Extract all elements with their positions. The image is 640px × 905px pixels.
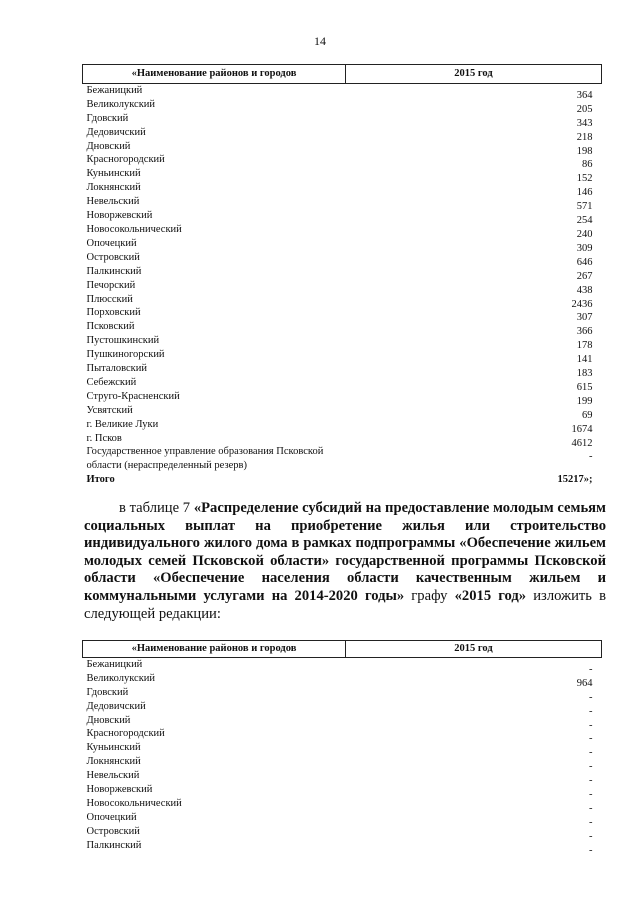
subsidy-value: 1674 bbox=[571, 423, 593, 435]
subsidy-value: 152 bbox=[576, 173, 593, 185]
district-name: Государственное управление образования Псковской области (нераспределенный резерв) bbox=[86, 446, 324, 472]
district-name: Великолукский bbox=[86, 672, 156, 684]
district-name: Порховский bbox=[86, 307, 141, 319]
district-name: Псковский bbox=[86, 321, 135, 333]
table-row bbox=[83, 320, 602, 334]
district-name: Новосокольнический bbox=[86, 797, 182, 809]
table-row bbox=[83, 418, 602, 432]
subsidy-value: - bbox=[589, 789, 593, 801]
district-name: Усвятский bbox=[86, 404, 133, 416]
cell-value-wrap bbox=[346, 657, 602, 675]
subsidy-value: 364 bbox=[576, 89, 593, 101]
subsidy-value: 571 bbox=[576, 201, 593, 213]
cell-value-wrap bbox=[346, 390, 602, 407]
total-label: Итого bbox=[86, 474, 115, 486]
subsidy-value: 4612 bbox=[571, 437, 593, 449]
cell-value-wrap bbox=[346, 839, 602, 856]
table-row bbox=[83, 390, 602, 404]
district-name: Гдовский bbox=[86, 112, 129, 124]
table-row bbox=[83, 700, 602, 714]
table-header-row bbox=[83, 641, 602, 658]
district-name: Дновский bbox=[86, 714, 131, 726]
table-row bbox=[83, 140, 602, 154]
district-name: Пустошкинский bbox=[86, 335, 160, 347]
table-row bbox=[83, 783, 602, 797]
column-header-year: 2015 год bbox=[346, 65, 602, 84]
table-row bbox=[83, 348, 602, 362]
cell-value-wrap bbox=[346, 741, 602, 759]
district-name: Пыталовский bbox=[86, 363, 147, 375]
table-row bbox=[83, 265, 602, 279]
paragraph-lead: в таблице 7 bbox=[119, 500, 194, 516]
cell-value-wrap bbox=[346, 306, 602, 324]
cell-value-wrap bbox=[346, 195, 602, 213]
table-row bbox=[83, 362, 602, 376]
table-row bbox=[83, 755, 602, 769]
table-row bbox=[83, 195, 602, 209]
cell-value-wrap bbox=[346, 755, 602, 773]
subsidy-value: 646 bbox=[576, 256, 593, 268]
cell-value-wrap bbox=[346, 797, 602, 814]
district-name: Невельский bbox=[86, 770, 140, 782]
table-row bbox=[83, 727, 602, 741]
subsidy-table-1 bbox=[82, 64, 602, 487]
table-row bbox=[83, 825, 602, 839]
table-row bbox=[83, 153, 602, 167]
subsidy-value: 199 bbox=[576, 395, 593, 407]
subsidy-value: 141 bbox=[576, 354, 593, 366]
subsidy-value: - bbox=[589, 802, 593, 814]
district-name: Палкинский bbox=[86, 839, 142, 851]
table-row bbox=[83, 83, 602, 97]
subsidy-value: - bbox=[589, 830, 593, 842]
cell-value-wrap bbox=[346, 181, 602, 199]
cell-value-wrap bbox=[346, 418, 602, 435]
cell-value-wrap bbox=[346, 445, 602, 473]
district-name: Красногородский bbox=[86, 154, 165, 166]
table-body bbox=[83, 657, 602, 856]
table-row bbox=[83, 672, 602, 686]
table-row bbox=[83, 98, 602, 112]
cell-value-wrap bbox=[346, 348, 602, 366]
district-name: Куньинский bbox=[86, 168, 141, 180]
subsidy-value: 267 bbox=[576, 270, 593, 282]
subsidy-value: 205 bbox=[576, 103, 593, 115]
subsidy-value: 964 bbox=[576, 677, 593, 689]
table-row bbox=[83, 112, 602, 126]
subsidy-value: 254 bbox=[576, 215, 593, 227]
table-row bbox=[83, 376, 602, 390]
column-header-year: 2015 год bbox=[346, 641, 602, 658]
cell-value-wrap bbox=[346, 167, 602, 185]
cell-value-wrap bbox=[346, 126, 602, 143]
cell-value-wrap bbox=[346, 237, 602, 254]
table-row bbox=[83, 839, 602, 853]
district-name: Локнянский bbox=[86, 756, 141, 768]
table-row bbox=[83, 334, 602, 348]
district-name: Островский bbox=[86, 251, 140, 263]
table-row bbox=[83, 306, 602, 320]
table-row bbox=[83, 126, 602, 140]
subsidy-value: 198 bbox=[576, 145, 593, 157]
subsidy-value: 178 bbox=[576, 340, 593, 352]
district-name: Куньинский bbox=[86, 742, 141, 754]
subsidy-value: - bbox=[589, 775, 593, 787]
subsidy-value: - bbox=[589, 451, 593, 463]
subsidy-value: - bbox=[589, 733, 593, 745]
subsidy-value: - bbox=[589, 705, 593, 717]
district-name: Себежский bbox=[86, 376, 137, 388]
subsidy-value: 218 bbox=[576, 131, 593, 143]
district-name: Палкинский bbox=[86, 265, 142, 277]
subsidy-value: 2436 bbox=[571, 298, 593, 310]
cell-value-wrap bbox=[346, 783, 602, 801]
table-row bbox=[83, 432, 602, 446]
district-name: Бежаницкий bbox=[86, 84, 143, 96]
district-name: Струго-Красненский bbox=[86, 390, 180, 402]
cell-value-wrap bbox=[346, 672, 602, 689]
table-body bbox=[83, 83, 602, 487]
paragraph-bold-title: «Распределение субсидий на предоставление молодым семьям социальных выплат на приобретение жилья или строительство индивидуального жилого дома в рамках подпрограммы «Обеспечение жильем молодых семей Псковской области» государственной программы Псковской области «Обеспечение населения области качественным жильем и коммунальными услугами на 2014-2020 годы» bbox=[84, 500, 606, 604]
district-name: Плюсский bbox=[86, 293, 133, 305]
district-name: Дедовичский bbox=[86, 126, 146, 138]
cell-value-wrap bbox=[346, 153, 602, 171]
district-name: Островский bbox=[86, 825, 140, 837]
cell-value-wrap bbox=[346, 320, 602, 338]
district-name: г. Великие Луки bbox=[86, 418, 159, 430]
cell-value-wrap bbox=[346, 140, 602, 157]
table-header-row bbox=[83, 65, 602, 84]
total-value: 15217»; bbox=[557, 474, 593, 486]
district-name: Дновский bbox=[86, 140, 131, 152]
cell-value-wrap bbox=[346, 686, 602, 703]
table-row bbox=[83, 797, 602, 811]
cell-value-wrap bbox=[346, 251, 602, 268]
subsidy-value: 307 bbox=[576, 312, 593, 324]
table-row bbox=[83, 769, 602, 783]
paragraph-bold-column: «2015 год» bbox=[454, 587, 527, 604]
table-row bbox=[83, 279, 602, 293]
cell-value-wrap bbox=[346, 714, 602, 731]
subsidy-value: 240 bbox=[576, 228, 593, 240]
subsidy-table-2 bbox=[82, 640, 602, 856]
district-name: Локнянский bbox=[86, 182, 141, 194]
subsidy-value: - bbox=[589, 663, 593, 675]
cell-value-wrap bbox=[346, 293, 602, 310]
subsidy-value: 438 bbox=[576, 284, 593, 296]
cell-value-wrap bbox=[346, 825, 602, 842]
subsidy-value: - bbox=[589, 761, 593, 773]
subsidy-value: 615 bbox=[576, 381, 593, 393]
table-row bbox=[83, 237, 602, 251]
cell-value-wrap bbox=[346, 98, 602, 115]
cell-value-wrap bbox=[346, 279, 602, 296]
subsidy-value: - bbox=[589, 844, 593, 856]
district-name: Опочецкий bbox=[86, 811, 137, 823]
cell-value-wrap bbox=[346, 209, 602, 227]
cell-value-wrap bbox=[346, 376, 602, 393]
cell-value-wrap bbox=[346, 404, 602, 421]
subsidy-value: 86 bbox=[582, 159, 593, 171]
cell-value-wrap bbox=[346, 432, 602, 449]
table-row bbox=[83, 209, 602, 223]
cell-value-wrap bbox=[346, 700, 602, 717]
district-name: Новоржевский bbox=[86, 784, 153, 796]
subsidy-value: - bbox=[589, 747, 593, 759]
subsidy-value: 309 bbox=[576, 242, 593, 254]
column-header-name: «Наименование районов и городов bbox=[83, 65, 346, 84]
table-row bbox=[83, 686, 602, 700]
paragraph-tail: изложить в следующей редакции: bbox=[84, 587, 607, 622]
cell-value-wrap bbox=[346, 811, 602, 828]
table-row bbox=[83, 811, 602, 825]
page-number: 14 bbox=[314, 34, 326, 48]
table-row bbox=[83, 741, 602, 755]
amendment-paragraph bbox=[84, 500, 606, 623]
cell-value-wrap bbox=[346, 769, 602, 787]
district-name: Великолукский bbox=[86, 98, 156, 110]
subsidy-value: - bbox=[589, 691, 593, 703]
subsidy-value: - bbox=[589, 719, 593, 731]
cell-value-wrap bbox=[346, 334, 602, 352]
subsidy-value: 146 bbox=[576, 187, 593, 199]
table-row bbox=[83, 181, 602, 195]
cell-value-wrap bbox=[346, 112, 602, 129]
subsidy-value: 69 bbox=[582, 409, 593, 421]
subsidy-value: 343 bbox=[576, 117, 593, 129]
district-name: Опочецкий bbox=[86, 237, 137, 249]
district-name: г. Псков bbox=[86, 432, 122, 444]
total-row bbox=[83, 473, 602, 487]
table-row bbox=[83, 657, 602, 671]
district-name: Бежаницкий bbox=[86, 658, 143, 670]
cell-value-wrap bbox=[346, 223, 602, 240]
table-row bbox=[83, 223, 602, 237]
table-row bbox=[83, 714, 602, 728]
district-name: Пушкиногорский bbox=[86, 349, 165, 361]
district-name: Невельский bbox=[86, 196, 140, 208]
table-row bbox=[83, 167, 602, 181]
district-name: Дедовичский bbox=[86, 700, 146, 712]
subsidy-value: - bbox=[589, 816, 593, 828]
table-row bbox=[83, 293, 602, 307]
district-name: Гдовский bbox=[86, 686, 129, 698]
paragraph-mid: графу bbox=[404, 587, 455, 604]
subsidy-value: 366 bbox=[576, 326, 593, 338]
table-row bbox=[83, 445, 602, 473]
cell-value-wrap bbox=[346, 727, 602, 745]
district-name: Печорский bbox=[86, 279, 136, 291]
table-row bbox=[83, 251, 602, 265]
district-name: Красногородский bbox=[86, 728, 165, 740]
table-row bbox=[83, 404, 602, 418]
district-name: Новосокольнический bbox=[86, 223, 182, 235]
cell-value-wrap bbox=[346, 265, 602, 282]
subsidy-value: 183 bbox=[576, 368, 593, 380]
column-header-name: «Наименование районов и городов bbox=[83, 641, 346, 658]
cell-value-wrap bbox=[346, 362, 602, 380]
cell-value-wrap bbox=[346, 83, 602, 101]
district-name: Новоржевский bbox=[86, 210, 153, 222]
